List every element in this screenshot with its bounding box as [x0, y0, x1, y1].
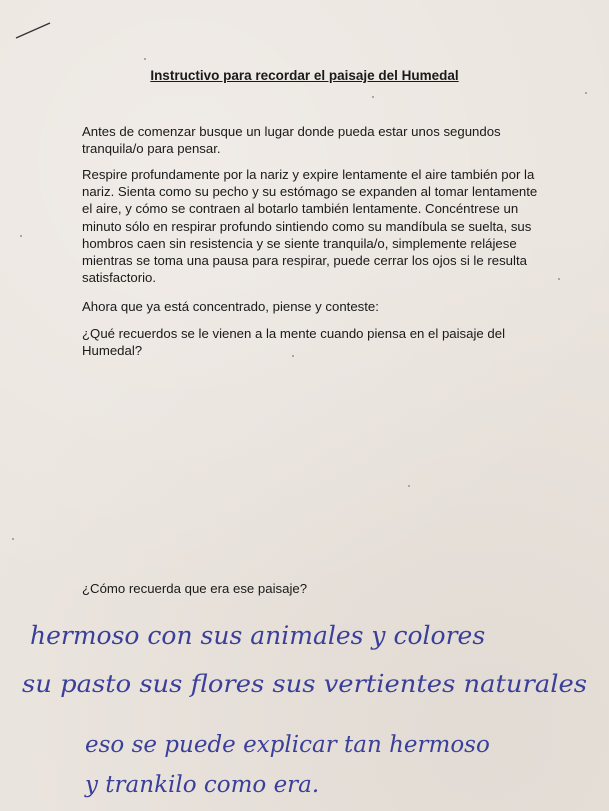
breathing-paragraph: Respire profundamente por la nariz y expire lentamente el aire también por la nariz. Sienta como su pecho y su estómago se expanden al tomar lentamente el aire, y cómo se contraen al botarlo también lentamente. Concéntrese un minuto sólo en respirar profundo sintiendo como su mandíbula se suelta, sus hombros caen sin resistencia y se siente tranquila/o, simplemente relájese mientras se toma una pausa para respirar, puede cerrar los ojos si le resulta satisfactorio.: [82, 167, 538, 286]
intro-paragraph: Antes de comenzar busque un lugar donde pueda estar unos segundos tranquila/o para pensar.: [82, 124, 501, 157]
handwritten-line-2: su pasto sus flores sus vertientes naturales: [22, 670, 587, 698]
pen-stroke-mark: [14, 18, 54, 42]
paper-speck: [372, 96, 374, 98]
paper-speck: [20, 235, 22, 237]
concentrate-prompt: Ahora que ya está concentrado, piense y conteste:: [82, 299, 379, 314]
question-landscape: ¿Cómo recuerda que era ese paisaje?: [82, 581, 308, 596]
paper-speck: [12, 538, 14, 540]
document-title: Instructivo para recordar el paisaje del Humedal: [150, 68, 459, 83]
handwritten-line-1: hermoso con sus animales y colores: [30, 621, 486, 650]
handwritten-answer: [0, 600, 609, 811]
paper-speck: [144, 58, 146, 60]
paper-speck: [558, 278, 560, 280]
question-memories: ¿Qué recuerdos se le vienen a la mente cuando piensa en el paisaje del Humedal?: [82, 326, 506, 359]
paper-speck: [292, 355, 294, 357]
handwritten-line-3: eso se puede explicar tan hermoso: [85, 732, 490, 758]
handwritten-line-4: y trankilo como era.: [85, 772, 320, 798]
paper-speck: [585, 92, 587, 94]
paper-speck: [408, 485, 410, 487]
